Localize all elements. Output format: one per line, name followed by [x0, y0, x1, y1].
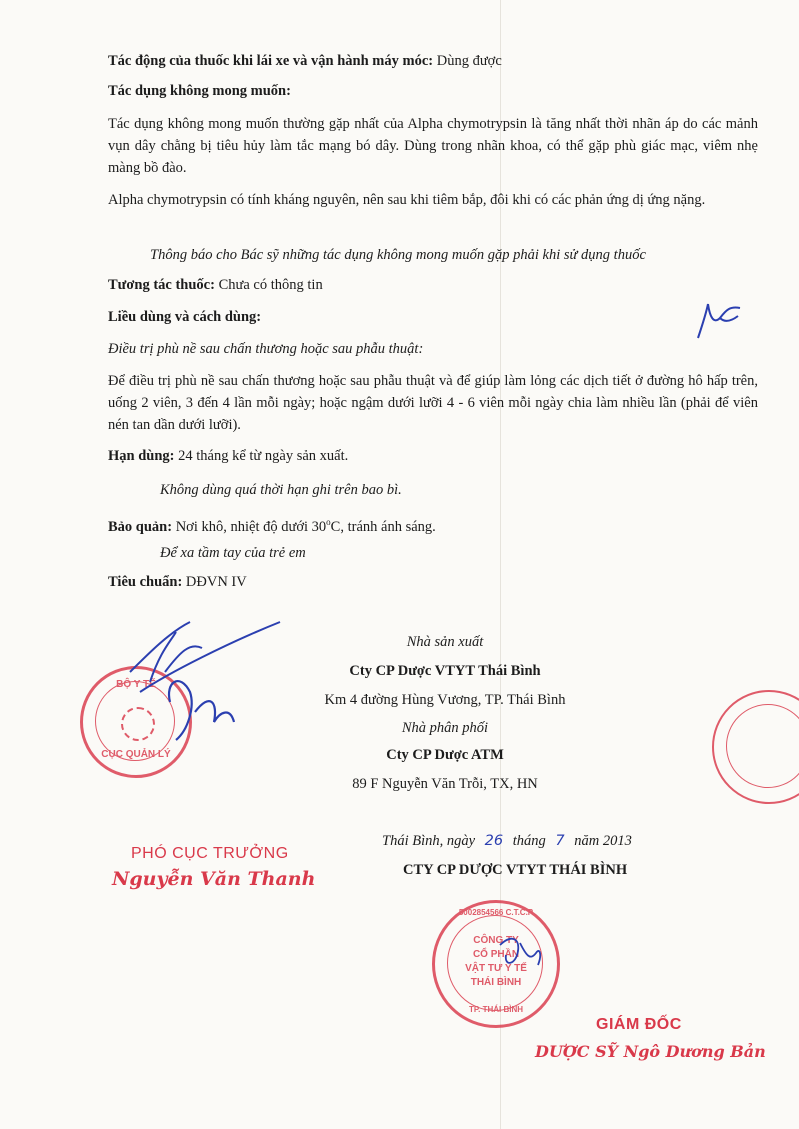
initials-mark [690, 296, 750, 346]
side-effects-notice: Thông báo cho Bác sỹ những tác dụng không mong muốn gặp phải khi sử dụng thuốc [150, 247, 646, 263]
manufacturer-address: Km 4 đường Hùng Vương, TP. Thái Bình [324, 692, 566, 708]
company-seal-line-2: CỔ PHẦN [472, 949, 520, 960]
ministry-signer-name: Nguyễn Văn Thanh [112, 868, 316, 890]
date-line: Thái Bình, ngày 26 tháng 7 năm 2013 [382, 833, 632, 849]
expiry-label: Hạn dùng: [108, 448, 175, 464]
dosage-subheading: Điều trị phù nề sau chấn thương hoặc sau phẫu thuật: [108, 341, 424, 357]
storage-label: Bảo quản: [108, 518, 173, 535]
side-effects-paragraph-1: Tác dụng không mong muốn thường gặp nhất của Alpha chymotrypsin là tăng nhất thời nhãn áp do các mảnh vụn dây chằng bị tiêu hủy làm tắc mạng bó dây. Dùng trong nhãn khoa, có thể gặp phù giác mạc, viêm nhẹ màng bồ đào. [108, 116, 758, 176]
driving-label: Tác động của thuốc khi lái xe và vận hành máy móc: [108, 53, 434, 69]
side-effects-paragraph-2: Alpha chymotrypsin có tính kháng nguyên, nên sau khi tiêm bắp, đôi khi có các phản ứng dị ứng nặng. [108, 192, 706, 208]
ministry-title: PHÓ CỤC TRƯỞNG [131, 845, 289, 862]
expiry-line [108, 446, 758, 466]
partial-seal-right [712, 690, 799, 804]
manufacturer-label: Nhà sản xuất [406, 634, 484, 650]
manufacturer-name: Cty CP Dược VTYT Thái Bình [349, 663, 541, 679]
driving-line [108, 51, 758, 71]
dosage-paragraph: Để điều trị phù nề sau chấn thương hoặc sau phẫu thuật và để giúp làm lỏng các dịch tiết ở đường hô hấp trên, uống 2 viên, 3 đến 4 lần mỗi ngày; hoặc ngậm dưới lưỡi 4 - 6 viên mỗi ngày chia làm nhiều lần (phải để viên nén tan dần dưới lưỡi). [108, 373, 758, 433]
date-month-handwritten: 7 [555, 833, 565, 849]
standard-label: Tiêu chuẩn: [108, 574, 183, 590]
dosage-heading: Liều dùng và cách dùng: [108, 309, 262, 325]
interactions-line [108, 275, 758, 295]
distributor-label: Nhà phân phối [401, 720, 489, 736]
standard-line [108, 572, 758, 592]
director-title: GIÁM ĐỐC [596, 1016, 682, 1033]
company-seal-line-1: CÔNG TY [473, 935, 519, 946]
distributor-name: Cty CP Dược ATM [386, 747, 504, 763]
ministry-seal-top-text: BỘ Y TẾ [116, 679, 156, 690]
expiry-value: 24 tháng kể từ ngày sản xuất. [178, 448, 349, 464]
side-effects-heading: Tác dụng không mong muốn: [108, 83, 291, 99]
interactions-value: Chưa có thông tin [218, 277, 323, 293]
storage-line [108, 512, 758, 537]
interactions-label: Tương tác thuốc: [108, 277, 215, 293]
distributor-address: 89 F Nguyễn Văn Trỗi, TX, HN [352, 776, 538, 792]
expiry-notice: Không dùng quá thời hạn ghi trên bao bì. [160, 482, 402, 498]
driving-value: Dùng được [436, 53, 502, 69]
company-seal-line-4: THÁI BÌNH [470, 977, 522, 988]
storage-value: Nơi khô, nhiệt độ dưới 30$^o$C, tránh ánh sáng. [175, 517, 436, 535]
date-day-handwritten: 26 [484, 833, 504, 849]
ministry-seal-bottom-text: CỤC QUẢN LÝ [101, 749, 171, 760]
company-signature [490, 925, 550, 985]
storage-notice: Để xa tầm tay của trẻ em [160, 545, 306, 561]
company-seal-line-3: VẬT TƯ Y TẾ [465, 963, 527, 974]
standard-value: DĐVN IV [185, 574, 247, 590]
ministry-signature [110, 612, 290, 762]
company-name-caps: CTY CP DƯỢC VTYT THÁI BÌNH [403, 862, 628, 878]
director-name: DƯỢC SỸ Ngô Dương Bản [535, 1042, 766, 1061]
company-seal-bottom-text: TP. THÁI BÌNH [468, 1005, 524, 1014]
company-seal-ring-text: 5002854566 C.T.C.P [458, 908, 534, 917]
